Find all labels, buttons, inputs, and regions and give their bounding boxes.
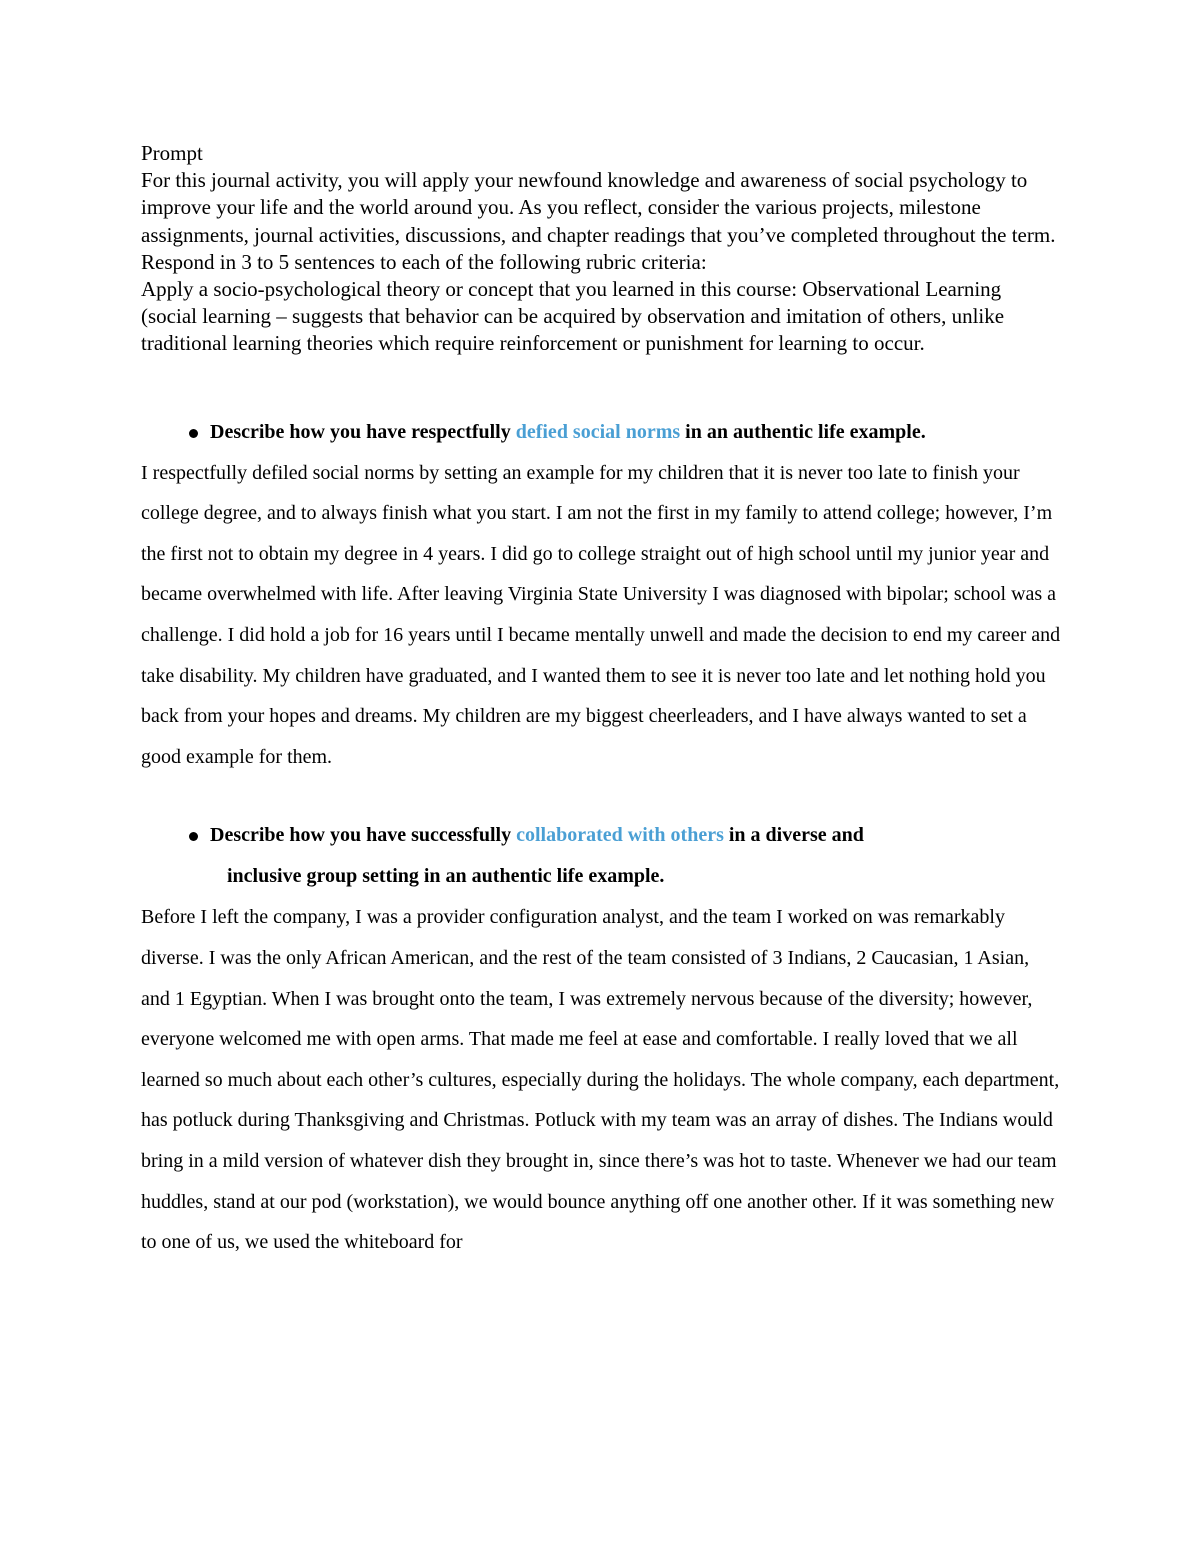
question-2-highlight: collaborated with others bbox=[516, 824, 724, 847]
answer-1: I respectfully defiled social norms by setting an example for my children that it is never too late to finish your college degree, and to always finish what you start. I am not the first in my family to attend college; however, I’m the first not to obtain my degree in 4 years. I did go to college straight out of high school until my junior year and became overwhelmed with life. After leaving Virginia State University I was diagnosed with bipolar; school was a challenge. I did hold a job for 16 years until I became mentally unwell and made the decision to end my career and take disability. My children have graduated, and I wanted them to see it is never too late and let nothing hold you back from your hopes and dreams. My children are my biggest cheerleaders, and I have always wanted to set a good example for them. bbox=[141, 461, 1061, 768]
question-2-continuation: inclusive group setting in an authentic life example. bbox=[227, 865, 665, 888]
question-1-highlight: defied social norms bbox=[515, 420, 681, 443]
document-body bbox=[141, 140, 1061, 1263]
question-2 bbox=[141, 815, 1061, 897]
question-1-text-after: in an authentic life example. bbox=[680, 420, 926, 443]
prompt-heading: Prompt bbox=[141, 141, 203, 165]
bullet-icon bbox=[189, 832, 198, 841]
question-2-text-before: Describe how you have successfully bbox=[210, 824, 517, 847]
bullet-icon bbox=[189, 429, 198, 438]
question-1-text-before: Describe how you have respectfully bbox=[210, 420, 516, 443]
prompt-instructions: For this journal activity, you will apply your newfound knowledge and awareness of social psychology to improve your life and the world around you. As you reflect, consider the various projects, milestone assignments, journal activities, discussions, and chapter readings that you’ve completed throughout the term. Respond in 3 to 5 sentences to each of the following rubric criteria: bbox=[141, 168, 1056, 274]
question-2-text-after: in a diverse and bbox=[723, 824, 864, 847]
prompt-theory: Apply a socio-psychological theory or concept that you learned in this course: Observational Learning (social learning – suggests that behavior can be acquired by observation and imitation of others, unlike traditional learning theories which require reinforcement or punishment for learning to occur. bbox=[141, 277, 1005, 356]
answer-2: Before I left the company, I was a provider configuration analyst, and the team I worked on was remarkably diverse. I was the only African American, and the rest of the team consisted of 3 Indians, 2 Caucasian, 1 Asian, and 1 Egyptian. When I was brought onto the team, I was extremely nervous because of the diversity; however, everyone welcomed me with open arms. That made me feel at ease and comfortable. I really loved that we all learned so much about each other’s cultures, especially during the holidays. The whole company, each department, has potluck during Thanksgiving and Christmas. Potluck with my team was an array of dishes. The Indians would bring in a mild version of whatever dish they brought in, since there’s was hot to taste. Whenever we had our team huddles, stand at our pod (workstation), we would bounce anything off one another other. If it was something new to one of us, we used the whiteboard for bbox=[141, 906, 1060, 1254]
question-1 bbox=[141, 412, 1061, 453]
prompt-section bbox=[141, 140, 1061, 358]
